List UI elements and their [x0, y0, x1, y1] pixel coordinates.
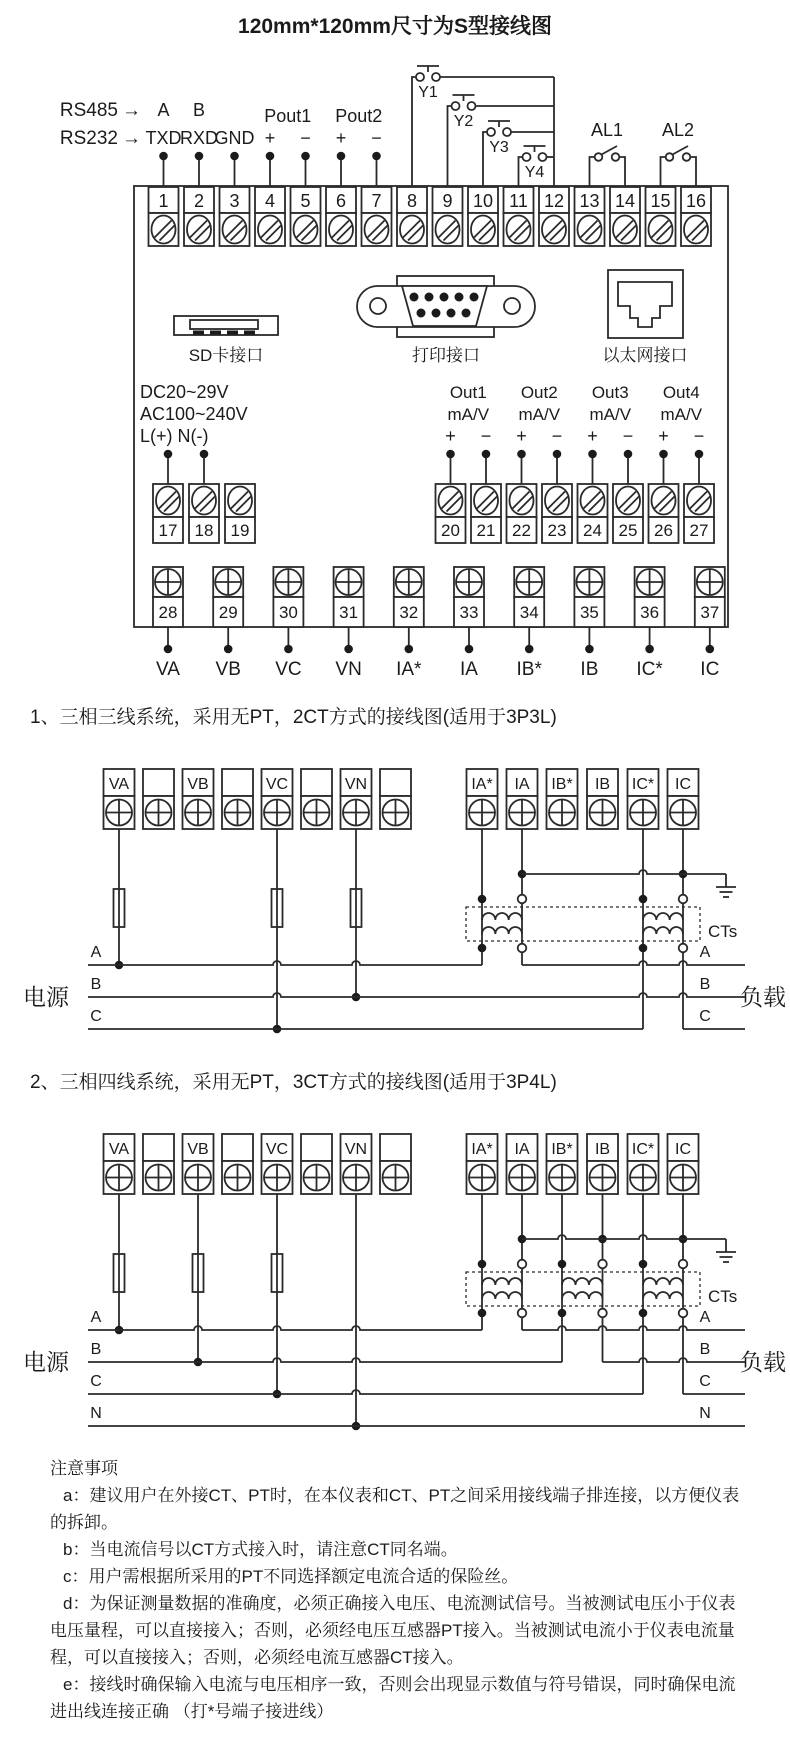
terminal-label: VC — [265, 1141, 289, 1158]
junction-dot — [639, 895, 648, 904]
ct-coil-icon — [482, 913, 522, 920]
ct-coil-icon — [482, 1292, 522, 1299]
terminal-blank — [143, 1134, 174, 1194]
junction-dot — [266, 152, 275, 161]
terminal-number: 1 — [158, 191, 169, 211]
print-interface-label: 打印接口 — [412, 346, 480, 365]
junction-dot — [639, 1309, 648, 1318]
terminal-IA-star — [467, 769, 498, 829]
terminal-number: 35 — [579, 603, 599, 622]
polarity-sign: + — [445, 426, 456, 446]
polarity-sign: − — [480, 426, 492, 446]
terminal-label: IA* — [471, 1141, 493, 1158]
phase-label-right: A — [699, 1309, 711, 1326]
terminal-35 — [574, 567, 604, 627]
junction-dot — [195, 152, 204, 161]
terminal-19 — [225, 484, 255, 543]
junction-dot — [200, 450, 209, 459]
terminal-12 — [539, 187, 569, 246]
sd-card-icon — [174, 316, 278, 335]
phase-label-left: A — [90, 944, 102, 961]
terminal-22 — [507, 484, 537, 543]
terminal-label: VC — [265, 776, 289, 793]
polarity-sign: − — [622, 426, 634, 446]
analog-output-unit: mA/V — [589, 405, 632, 424]
junction-dot — [706, 645, 715, 654]
terminal-label: VB — [187, 1141, 209, 1158]
source-label: 电源 — [23, 984, 69, 1010]
terminal-number: 36 — [640, 603, 660, 622]
sd-interface-label: SD卡接口 — [188, 346, 264, 365]
terminal-number: 34 — [519, 603, 539, 622]
terminal-28 — [153, 567, 183, 627]
terminal-number: 18 — [194, 521, 214, 540]
alarm-switch-label: AL2 — [661, 120, 695, 140]
terminal-25 — [613, 484, 643, 543]
note-item-c: c：用户需根据所采用的PT不同选择额定电流合适的保险丝。 — [63, 1567, 519, 1586]
terminal-number: 16 — [685, 191, 707, 211]
terminal-label: IA — [514, 776, 530, 793]
terminal-label: VA — [108, 1141, 130, 1158]
relay-button-label: Y1 — [418, 84, 438, 101]
junction-dot — [695, 450, 704, 459]
open-terminal-dot — [518, 1309, 527, 1318]
junction-dot — [478, 1309, 487, 1318]
analog-output-unit: mA/V — [660, 405, 703, 424]
terminal-label: IC — [675, 1141, 691, 1158]
earth-ground-icon — [716, 1239, 736, 1262]
terminal-label: IA* — [471, 776, 493, 793]
junction-dot — [482, 450, 491, 459]
terminal-blank — [301, 769, 332, 829]
terminal-number: 14 — [614, 191, 636, 211]
terminal-label: VA — [108, 776, 130, 793]
ct-group-label: CTs — [708, 922, 738, 941]
junction-dot — [553, 450, 562, 459]
diagram-3p4l — [0, 1104, 790, 1449]
terminal-10 — [468, 187, 498, 246]
terminal-number: 17 — [158, 521, 178, 540]
phase-label-left: C — [90, 1373, 102, 1390]
phase-label-right: C — [699, 1008, 711, 1025]
terminal-VN — [341, 1134, 372, 1194]
note-item-e: e：接线时确保输入电流与电压相序一致，否则会出现显示数值与符号错误，同时确保电流进出线连接正确 （打*号端子接进线） — [50, 1675, 736, 1721]
junction-dot — [446, 450, 455, 459]
ct-coil-icon — [562, 1278, 603, 1285]
junction-dot — [478, 944, 487, 953]
terminal-number: 24 — [583, 521, 602, 540]
terminal-blank — [222, 769, 253, 829]
main-wiring-diagram — [0, 44, 790, 684]
terminal-IC — [668, 769, 699, 829]
phase-label-left: N — [90, 1405, 102, 1422]
terminal-11 — [504, 187, 534, 246]
rs485-pin-label: A — [157, 100, 170, 120]
terminal-VA — [104, 1134, 135, 1194]
note-item-d: d：为保证测量数据的准确度，必须正确接入电压、电流测试信号。当被测试电压小于仪表电压量程，可以直接接入；否则，必须经电压互感器PT接入。当被测试电流小于仪表电流量程，可以直接接入；否则，必须经电流互感器CT接入。 — [50, 1594, 736, 1667]
section2-heading: 2、三相四线系统，采用无PT，3CT方式的接线图(适用于3P4L) — [30, 1072, 557, 1093]
phase-label-left: B — [90, 1341, 102, 1358]
junction-dot — [301, 152, 310, 161]
terminal-18 — [189, 484, 219, 543]
terminal-36 — [635, 567, 665, 627]
polarity-sign: + — [587, 426, 598, 446]
terminal-IA-star — [467, 1134, 498, 1194]
ct-coil-icon — [643, 927, 683, 934]
relay-button-label: Y2 — [453, 113, 474, 130]
terminal-5 — [291, 187, 321, 246]
alarm-switch-label: AL1 — [590, 120, 624, 140]
terminal-number: 4 — [264, 191, 276, 211]
phase-label-left: B — [90, 976, 102, 993]
terminal-IB — [587, 769, 618, 829]
open-terminal-dot — [679, 1260, 688, 1269]
terminal-blank — [380, 769, 411, 829]
source-label: 电源 — [23, 1349, 69, 1375]
terminal-blank — [222, 1134, 253, 1194]
rs485-pin-label: B — [192, 100, 206, 120]
terminal-24 — [578, 484, 608, 543]
junction-dot — [230, 152, 239, 161]
terminal-label: IC* — [631, 1141, 655, 1158]
junction-dot — [465, 645, 474, 654]
terminal-26 — [649, 484, 679, 543]
junction-dot — [588, 450, 597, 459]
power-rating-label: AC100~240V — [140, 404, 248, 424]
polarity-sign: − — [371, 128, 382, 148]
phase-label-right: C — [699, 1373, 711, 1390]
junction-dot — [624, 450, 633, 459]
rs485-label: RS485 — [59, 100, 118, 121]
load-label: 负载 — [740, 1349, 786, 1375]
terminal-13 — [575, 187, 605, 246]
open-terminal-dot — [598, 1309, 607, 1318]
phase-label-left: C — [90, 1008, 102, 1025]
terminal-number: 15 — [650, 191, 671, 211]
earth-ground-icon — [716, 874, 736, 897]
terminal-signal-label: IC* — [636, 659, 663, 680]
terminal-number: 37 — [700, 603, 720, 622]
polarity-sign: + — [264, 128, 276, 148]
terminal-label: IC — [675, 776, 691, 793]
ct-coil-icon — [643, 1278, 683, 1285]
terminal-signal-label: VN — [335, 659, 362, 680]
terminal-3 — [220, 187, 250, 246]
terminal-label: IB — [594, 776, 611, 793]
terminal-number: 8 — [406, 191, 418, 211]
terminal-label: IB — [594, 1141, 611, 1158]
terminal-16 — [681, 187, 711, 246]
terminal-number: 11 — [509, 191, 528, 211]
terminal-number: 5 — [300, 191, 311, 211]
terminal-number: 23 — [547, 521, 567, 540]
terminal-17 — [153, 484, 183, 543]
ct-coil-icon — [643, 913, 683, 920]
terminal-label: VN — [344, 776, 368, 793]
arrow-icon: → — [122, 128, 141, 149]
ct-group-label: CTs — [708, 1287, 738, 1306]
analog-output-unit: mA/V — [447, 405, 490, 424]
terminal-signal-label: IB — [580, 659, 599, 680]
terminal-31 — [334, 567, 364, 627]
terminal-VB — [183, 1134, 214, 1194]
terminal-number: 30 — [278, 603, 298, 622]
wires — [88, 1194, 745, 1430]
terminal-signal-label: IC — [700, 659, 720, 680]
terminal-IB — [587, 1134, 618, 1194]
junction-dot — [224, 645, 233, 654]
terminal-34 — [514, 567, 544, 627]
open-terminal-dot — [679, 944, 688, 953]
pulse-output-label: Pout2 — [335, 106, 383, 126]
rs232-pin-label: RXD — [179, 128, 219, 148]
junction-dot — [659, 450, 668, 459]
terminal-number: 13 — [579, 191, 600, 211]
terminal-number: 6 — [335, 191, 347, 211]
note-item-b: b：当电流信号以CT方式接入时，请注意CT同名端。 — [63, 1540, 458, 1559]
junction-dot — [159, 152, 168, 161]
junction-dot — [585, 645, 594, 654]
polarity-sign: − — [551, 426, 563, 446]
db9-connector-icon — [357, 276, 535, 337]
terminal-signal-label: VA — [156, 659, 180, 680]
relay-button-label: Y4 — [524, 164, 545, 181]
terminal-32 — [394, 567, 424, 627]
polarity-sign: + — [658, 426, 669, 446]
ethernet-interface-label: 以太网接口 — [602, 346, 688, 365]
power-rating-label: DC20~29V — [140, 382, 229, 402]
terminal-signal-label: VC — [275, 659, 302, 680]
arrow-icon: → — [122, 100, 141, 121]
note-item-a: a：建议用户在外接CT、PT时，在本仪表和CT、PT之间采用接线端子排连接，以方便仪表的拆卸。 — [50, 1486, 740, 1532]
terminal-number: 7 — [371, 191, 382, 211]
junction-dot — [284, 645, 293, 654]
junction-dot — [525, 645, 534, 654]
load-label: 负载 — [740, 984, 786, 1010]
terminal-29 — [213, 567, 243, 627]
terminal-signal-label: IB* — [516, 659, 542, 680]
terminal-VC — [262, 769, 293, 829]
terminal-number: 9 — [442, 191, 453, 211]
analog-output-label: Out2 — [520, 383, 558, 402]
junction-dot — [405, 645, 414, 654]
phase-label-right: A — [699, 944, 711, 961]
junction-dot — [558, 1260, 567, 1269]
phase-label-right: N — [699, 1405, 711, 1422]
terminal-2 — [184, 187, 214, 246]
switch-al1-icon — [590, 120, 626, 187]
wires — [88, 829, 745, 1033]
phase-label-right: B — [699, 976, 711, 993]
terminal-IB-star — [547, 769, 578, 829]
phase-label-right: B — [699, 1341, 711, 1358]
rs232-label: RS232 — [59, 128, 118, 149]
junction-dot — [478, 895, 487, 904]
terminal-33 — [454, 567, 484, 627]
terminal-VN — [341, 769, 372, 829]
analog-output-label: Out4 — [662, 383, 700, 402]
terminal-IC-star — [628, 1134, 659, 1194]
junction-dot — [164, 450, 173, 459]
ct-box — [466, 907, 700, 941]
terminal-number: 32 — [399, 603, 419, 622]
terminal-IA — [507, 1134, 538, 1194]
terminal-27 — [684, 484, 714, 543]
relay-button-label: Y3 — [489, 139, 509, 156]
terminal-label: IB* — [551, 776, 573, 793]
terminal-label: IA — [514, 1141, 530, 1158]
pulse-output-label: Pout1 — [264, 106, 312, 126]
terminal-number: 31 — [339, 603, 359, 622]
ct-coil-icon — [643, 1292, 683, 1299]
terminal-number: 26 — [654, 521, 673, 540]
terminal-signal-label: VB — [215, 659, 241, 680]
terminal-number: 10 — [472, 191, 494, 211]
section1-heading: 1、三相三线系统，采用无PT，2CT方式的接线图(适用于3P3L) — [30, 707, 557, 728]
analog-output-unit: mA/V — [518, 405, 561, 424]
terminal-number: 3 — [229, 191, 240, 211]
terminal-number: 25 — [618, 521, 638, 540]
pushbutton-y4-icon — [519, 146, 555, 187]
terminal-number: 21 — [476, 521, 496, 540]
terminal-label: VN — [344, 1141, 368, 1158]
terminal-blank — [301, 1134, 332, 1194]
terminal-blank — [143, 769, 174, 829]
junction-dot — [558, 1309, 567, 1318]
power-rating-label: L(+) N(-) — [140, 426, 209, 446]
junction-dot — [639, 944, 648, 953]
open-terminal-dot — [518, 1260, 527, 1269]
polarity-sign: + — [335, 128, 347, 148]
terminal-14 — [610, 187, 640, 246]
junction-dot — [372, 152, 381, 161]
terminal-VC — [262, 1134, 293, 1194]
switch-al2-icon — [661, 120, 697, 187]
open-terminal-dot — [679, 895, 688, 904]
rs232-pin-label: GND — [214, 128, 255, 148]
terminal-label: IC* — [631, 776, 655, 793]
terminal-number: 12 — [543, 191, 565, 211]
junction-dot — [164, 645, 173, 654]
terminal-23 — [542, 484, 572, 543]
notes-title: 注意事项 — [50, 1459, 118, 1478]
terminal-7 — [362, 187, 392, 246]
terminal-signal-label: IA — [460, 659, 478, 680]
junction-dot — [344, 645, 353, 654]
manual-page — [0, 10, 790, 1725]
terminal-IA — [507, 769, 538, 829]
terminal-IC — [668, 1134, 699, 1194]
terminal-number: 22 — [512, 521, 531, 540]
terminal-number: 2 — [193, 191, 205, 211]
ct-coil-icon — [482, 1278, 522, 1285]
polarity-sign: + — [516, 426, 527, 446]
rj45-jack-icon — [608, 270, 683, 338]
open-terminal-dot — [518, 944, 527, 953]
junction-dot — [639, 1260, 648, 1269]
terminal-VA — [104, 769, 135, 829]
terminal-number: 20 — [441, 521, 460, 540]
phase-label-left: A — [90, 1309, 102, 1326]
junction-dot — [478, 1260, 487, 1269]
terminal-label: IB* — [551, 1141, 573, 1158]
terminal-37 — [695, 567, 725, 627]
terminal-IB-star — [547, 1134, 578, 1194]
terminal-number: 29 — [218, 603, 238, 622]
junction-dot — [517, 450, 526, 459]
terminal-9 — [433, 187, 463, 246]
analog-output-label: Out3 — [591, 383, 629, 402]
notes-list — [50, 1482, 745, 1725]
rs232-pin-label: TXD — [145, 128, 182, 148]
ct-box — [466, 1272, 700, 1306]
polarity-sign: − — [300, 128, 311, 148]
terminal-1 — [149, 187, 179, 246]
terminal-label: VB — [187, 776, 209, 793]
terminal-21 — [471, 484, 501, 543]
terminal-15 — [646, 187, 676, 246]
polarity-sign: − — [693, 426, 705, 446]
terminal-6 — [326, 187, 356, 246]
terminal-8 — [397, 187, 427, 246]
junction-dot — [645, 645, 654, 654]
open-terminal-dot — [679, 1309, 688, 1318]
terminal-number: 33 — [459, 603, 479, 622]
terminal-30 — [273, 567, 303, 627]
ct-coil-icon — [562, 1292, 603, 1299]
open-terminal-dot — [518, 895, 527, 904]
terminal-blank — [380, 1134, 411, 1194]
terminal-number: 27 — [689, 521, 709, 540]
notes-section — [0, 1449, 790, 1725]
page-title: 120mm*120mm尺寸为S型接线图 — [238, 15, 552, 38]
terminal-number: 28 — [158, 603, 178, 622]
terminal-VB — [183, 769, 214, 829]
analog-output-label: Out1 — [449, 383, 487, 402]
diagram-3p3l — [0, 739, 790, 1049]
ct-coil-icon — [482, 927, 522, 934]
terminal-20 — [436, 484, 466, 543]
terminal-number: 19 — [230, 521, 250, 540]
junction-dot — [337, 152, 346, 161]
terminal-IC-star — [628, 769, 659, 829]
terminal-4 — [255, 187, 285, 246]
terminal-signal-label: IA* — [396, 659, 422, 680]
open-terminal-dot — [598, 1260, 607, 1269]
